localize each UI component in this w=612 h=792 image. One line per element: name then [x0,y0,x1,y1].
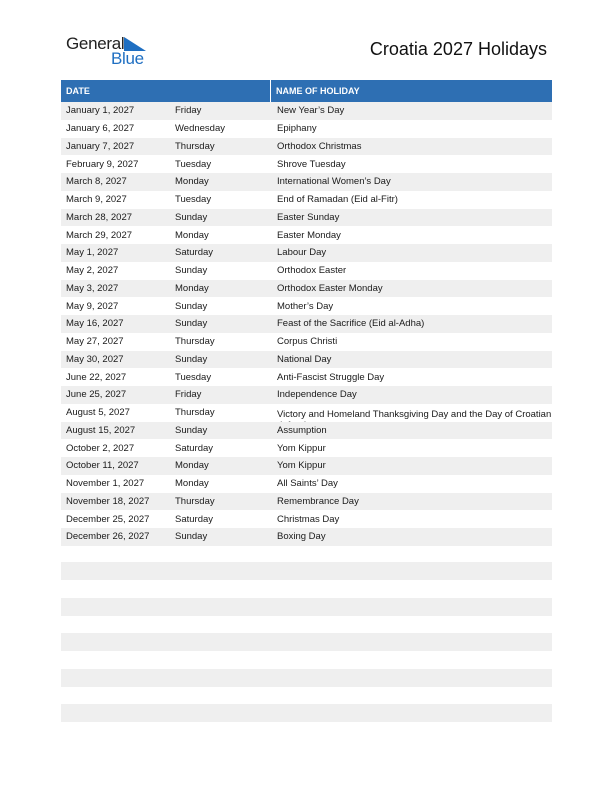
logo-text-blue: Blue [111,49,144,68]
holiday-name: Orthodox Christmas [277,140,362,152]
table-row [61,209,552,227]
holiday-date: May 1, 2027 [66,247,119,259]
holiday-weekday: Friday [175,105,202,117]
holiday-date: December 25, 2027 [66,513,150,525]
holiday-date: January 1, 2027 [66,105,135,117]
holiday-name: Yom Kippur [277,442,326,454]
blank-row [61,562,552,580]
table-row [61,510,552,528]
holiday-weekday: Saturday [175,442,214,454]
holiday-weekday: Tuesday [175,194,212,206]
holiday-weekday: Saturday [175,247,214,259]
holiday-name: New Year’s Day [277,105,345,117]
holiday-weekday: Friday [175,389,202,401]
holiday-date: December 26, 2027 [66,531,150,543]
holiday-name: Victory and Homeland Thanksgiving Day and the Day of Croatian [277,408,552,420]
holiday-weekday: Sunday [175,531,208,543]
holiday-weekday: Sunday [175,300,208,312]
holiday-name: Boxing Day [277,531,326,543]
table-header [61,80,552,102]
holiday-name: Anti-Fascist Struggle Day [277,371,385,383]
blank-row [61,633,552,651]
holiday-date: January 7, 2027 [66,140,135,152]
holiday-weekday: Thursday [175,336,215,348]
holiday-name: Feast of the Sacrifice (Eid al-Adha) [277,318,425,330]
holiday-date: November 1, 2027 [66,478,145,490]
table-row [61,173,552,191]
holiday-name: Shrove Tuesday [277,158,346,170]
holiday-weekday: Thursday [175,407,215,419]
holiday-date: March 9, 2027 [66,194,127,206]
table-row [61,191,552,209]
holiday-date: February 9, 2027 [66,158,139,170]
table-row [61,138,552,156]
holiday-weekday: Sunday [175,353,208,365]
holiday-weekday: Sunday [175,318,208,330]
logo [66,34,156,68]
holiday-name: Labour Day [277,247,327,259]
page-title: Croatia 2027 Holidays [369,39,547,59]
holiday-weekday: Thursday [175,495,215,507]
holiday-weekday: Thursday [175,140,215,152]
holiday-weekday: Tuesday [175,371,212,383]
holiday-date: October 2, 2027 [66,442,135,454]
holiday-name: International Women’s Day [277,176,391,188]
holiday-weekday: Monday [175,282,209,294]
holiday-weekday: Sunday [175,211,208,223]
holiday-date: June 25, 2027 [66,389,127,401]
holiday-name: Mother’s Day [277,300,334,312]
holiday-name: End of Ramadan (Eid al-Fitr) [277,194,398,206]
table-row [61,493,552,511]
table-row [61,333,552,351]
table-row [61,262,552,280]
holiday-date: August 15, 2027 [66,424,136,436]
table-row [61,404,552,422]
holiday-weekday: Monday [175,460,209,472]
holiday-date: October 11, 2027 [66,460,139,472]
table-row [61,528,552,546]
table-row [61,120,552,138]
table-row [61,226,552,244]
holiday-date: May 9, 2027 [66,300,119,312]
holiday-weekday: Wednesday [175,123,225,135]
holiday-name: Easter Sunday [277,211,340,223]
holiday-date: June 22, 2027 [66,371,127,383]
column-header-name: NAME OF HOLIDAY [276,86,360,96]
blank-row [61,598,552,616]
table-body [61,102,552,546]
holiday-name: Corpus Christi [277,336,338,348]
holiday-date: August 5, 2027 [66,407,130,419]
table-row [61,439,552,457]
holiday-weekday: Monday [175,176,209,188]
holiday-date: March 29, 2027 [66,229,133,241]
holiday-name: Orthodox Easter Monday [277,282,383,294]
holiday-table [61,80,552,546]
holiday-date: May 27, 2027 [66,336,124,348]
table-row [61,102,552,120]
holiday-name: Orthodox Easter [277,265,347,277]
table-row [61,280,552,298]
holiday-name: Epiphany [277,123,317,135]
table-row [61,297,552,315]
table-row [61,155,552,173]
holiday-date: May 3, 2027 [66,282,119,294]
holiday-name: Easter Monday [277,229,341,241]
holiday-name: Christmas Day [277,513,340,525]
holiday-date: May 30, 2027 [66,353,124,365]
holiday-name: National Day [277,353,332,365]
holiday-weekday: Tuesday [175,158,212,170]
blank-row [61,669,552,687]
table-row [61,386,552,404]
holiday-name: Remembrance Day [277,495,359,507]
table-row [61,244,552,262]
holiday-date: May 16, 2027 [66,318,124,330]
holiday-name: All Saints’ Day [277,478,338,490]
holiday-weekday: Monday [175,478,209,490]
blank-row [61,704,552,722]
holiday-name: Independence Day [277,389,357,401]
table-row [61,368,552,386]
holiday-weekday: Monday [175,229,209,241]
table-row [61,422,552,440]
holiday-date: March 28, 2027 [66,211,133,223]
table-row [61,457,552,475]
holiday-date: January 6, 2027 [66,123,135,135]
holiday-date: May 2, 2027 [66,265,119,277]
holiday-weekday: Sunday [175,265,208,277]
holiday-name: Assumption [277,424,327,436]
holiday-name: Yom Kippur [277,460,326,472]
logo-text-general: General [66,34,125,53]
table-row [61,351,552,369]
table-row [61,475,552,493]
table-row [61,315,552,333]
column-header-date: DATE [61,80,271,102]
holiday-date: March 8, 2027 [66,176,127,188]
holiday-weekday: Saturday [175,513,214,525]
holiday-weekday: Sunday [175,424,208,436]
holiday-date: November 18, 2027 [66,495,150,507]
